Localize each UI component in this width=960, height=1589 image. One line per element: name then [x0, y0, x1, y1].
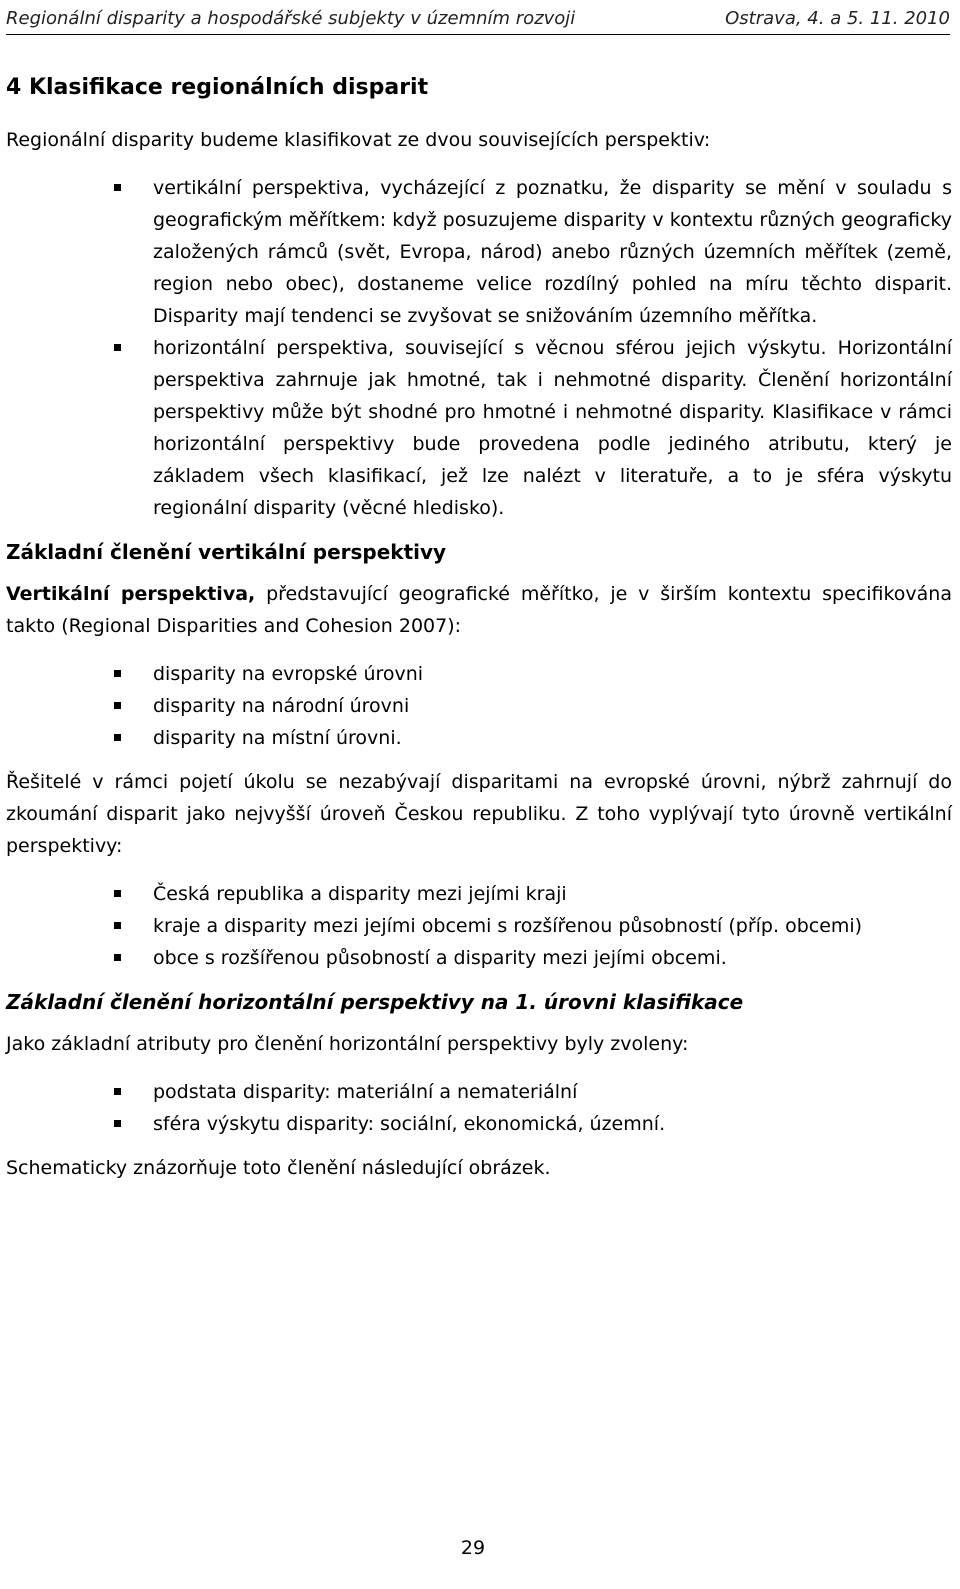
vertical-lead: [6, 578, 952, 642]
list-item: Česká republika a disparity mezi jejími kraji: [153, 878, 952, 910]
vertical-levels-list: [6, 658, 952, 754]
page-content: [6, 68, 952, 1184]
list-item: sféra výskytu disparity: sociální, ekonomická, územní.: [153, 1108, 952, 1140]
closing-paragraph: Schematicky znázorňuje toto členění následující obrázek.: [6, 1157, 551, 1179]
header-date: Ostrava, 4. a 5. 11. 2010: [725, 8, 950, 29]
cz-levels-list: [6, 878, 952, 974]
list-item: kraje a disparity mezi jejími obcemi s rozšířenou působností (příp. obcemi): [153, 910, 952, 942]
vertical-lead-rest: představující geografické měřítko, je v širším kontextu specifikována takto (Regional Disparities and Cohesion 2007):: [6, 583, 952, 637]
vertical-paragraph: Řešitelé v rámci pojetí úkolu se nezabývají disparitami na evropské úrovni, nýbrž zahrnují do zkoumání disparit jako nejvyšší úroveň Českou republiku. Z toho vyplývají tyto úrovně vertikální perspektivy:: [6, 771, 952, 857]
perspectives-list: [6, 172, 952, 524]
list-item: disparity na evropské úrovni: [153, 658, 952, 690]
running-header: [6, 4, 950, 35]
page-number: 29: [460, 1537, 486, 1559]
list-item: disparity na místní úrovni.: [153, 722, 952, 754]
header-title: Regionální disparity a hospodářské subjekty v územním rozvoji: [6, 8, 576, 29]
vertical-heading: Základní členění vertikální perspektivy: [6, 540, 447, 564]
section-title: 4 Klasifikace regionálních disparit: [6, 75, 429, 100]
list-item: vertikální perspektiva, vycházející z poznatku, že disparity se mění v souladu s geografickým měřítkem: když posuzujeme disparity v kontextu různých geograficky založených rámců (svět, Evropa, národ) anebo různých územních měřítek (země, region nebo obec), dostaneme velice rozdílný pohled na míru těchto disparit. Disparity mají tendenci se zvyšovat se snižováním územního měřítka.: [153, 172, 952, 332]
horizontal-attributes-list: [6, 1076, 952, 1140]
list-item: obce s rozšířenou působností a disparity mezi jejími obcemi.: [153, 942, 952, 974]
horizontal-heading: Základní členění horizontální perspektivy na 1. úrovni klasifikace: [6, 990, 744, 1014]
intro-paragraph: Regionální disparity budeme klasifikovat ze dvou souvisejících perspektiv:: [6, 129, 711, 151]
list-item: disparity na národní úrovni: [153, 690, 952, 722]
horizontal-intro: Jako základní atributy pro členění horizontální perspektivy byly zvoleny:: [6, 1033, 689, 1055]
list-item: podstata disparity: materiální a nemateriální: [153, 1076, 952, 1108]
list-item: horizontální perspektiva, související s věcnou sférou jejich výskytu. Horizontální perspektiva zahrnuje jak hmotné, tak i nehmotné disparity. Členění horizontální perspektivy může být shodné pro hmotné i nehmotné disparity. Klasifikace v rámci horizontální perspektivy bude provedena podle jediného atributu, který je základem všech klasifikací, jež lze nalézt v literatuře, a to je sféra výskytu regionální disparity (věcné hledisko).: [153, 332, 952, 524]
vertical-lead-bold: Vertikální perspektiva,: [6, 583, 256, 605]
